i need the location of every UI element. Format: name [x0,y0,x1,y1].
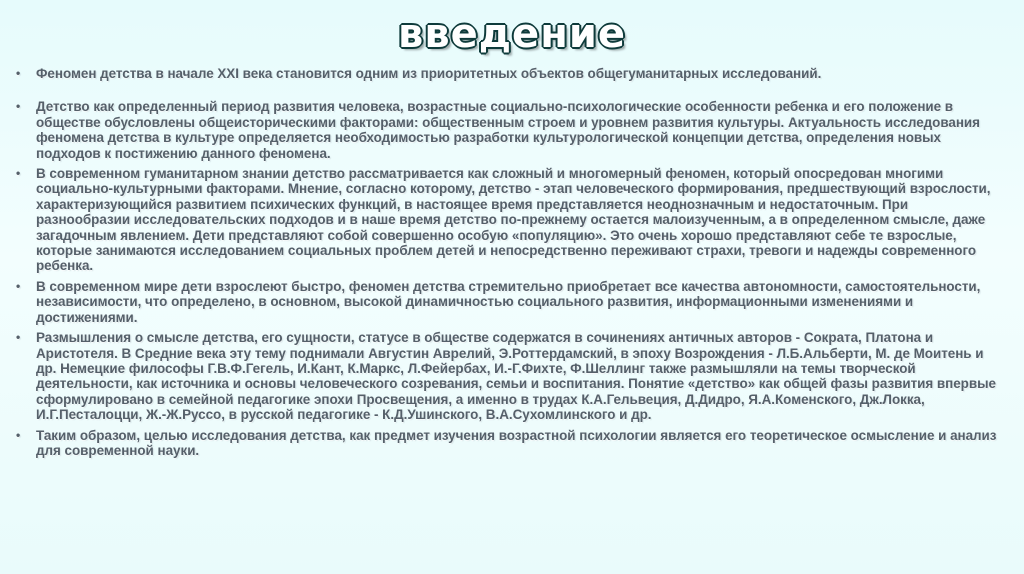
bullet-text: Феномен детства в начале XXI века становится одним из приоритетных объектов общегуманитарных исследований. [36,66,822,81]
bullet-icon: • [16,330,21,345]
bullet-list [14,66,998,458]
bullet-text: В современном мире дети взрослеют быстро, феномен детства стремительно приобретает все качества автономности, самостоятельности, независимости, что определено, в основном, высокой динамичностью социального развития, информационными изменениями и достижениями. [36,278,981,325]
bullet-icon: • [16,427,21,442]
slide-title: введение [398,11,626,57]
bullet-item [14,279,998,325]
bullet-item [14,428,998,459]
bullet-text: В современном гуманитарном знании детство рассматривается как сложный и многомерный феномен, который опосредован многими социально-культурными факторами. Мнение, согласно которому, детство - этап человеческого формирования, предшествующий взрослости, характеризующийся развитием психических функций, в настоящее время представляется неоднозначным и недостаточным. При разнообразии исследовательских подходов и в наше время детство по-прежнему остается малоизученным, а в определенном смысле, даже загадочным явлением. Дети представляют собой совершенно особую «популяцию». Это очень хорошо представляют себе те взрослые, которые занимаются исследованием социальных проблем детей и непосредственно переживают страхи, тревоги и надежды современного ребенка. [36,166,991,274]
bullet-icon: • [16,166,21,181]
bullet-item [14,330,998,422]
bullet-item [14,99,998,161]
bullet-text: Таким образом, целью исследования детства, как предмет изучения возрастной психологии является его теоретическое осмысление и анализ для современной науки. [36,427,997,458]
bullet-text: Размышления о смысле детства, его сущности, статусе в обществе содержатся в сочинениях античных авторов - Сократа, Платона и Аристотеля. В Средние века эту тему поднимали Августин Аврелий, Э.Роттердамский, в эпоху Возрождения - Л.Б.Альберти, М. де Моитень и др. Немецкие философы Г.В.Ф.Гегель, И.Кант, К.Маркс, Л.Фейербах, И.-Г.Фихте, Ф.Шеллинг также размышляли на темы творческой деятельности, как источника и основы человеческого созревания, семьи и воспитания. Понятие «детство» как общей фазы развития впервые сформулировано в семейной педагогике эпохи Просвещения, а именно в трудах К.А.Гельвеция, Д.Дидро, Я.А.Коменского, Дж.Локка, И.Г.Песталоцци, Ж.-Ж.Руссо, в русской педагогике - К.Д.Ушинского, В.А.Сухомлинского и др. [36,330,996,423]
bullet-text: Детство как определенный период развития человека, возрастные социально-психологические особенности ребенка и его положение в обществе обусловлены общеисторическими факторами: общественным строем и уровнем развития культуры. Актуальность исследования феномена детства в культуре определяется необходимостью разработки культурологической концепции детства, определения новых подходов к постижению данного феномена. [36,99,980,161]
bullet-item [14,66,998,81]
bullet-icon: • [16,278,21,293]
bullet-item [14,166,998,274]
bullet-icon: • [16,66,21,80]
bullet-icon: • [16,99,21,114]
